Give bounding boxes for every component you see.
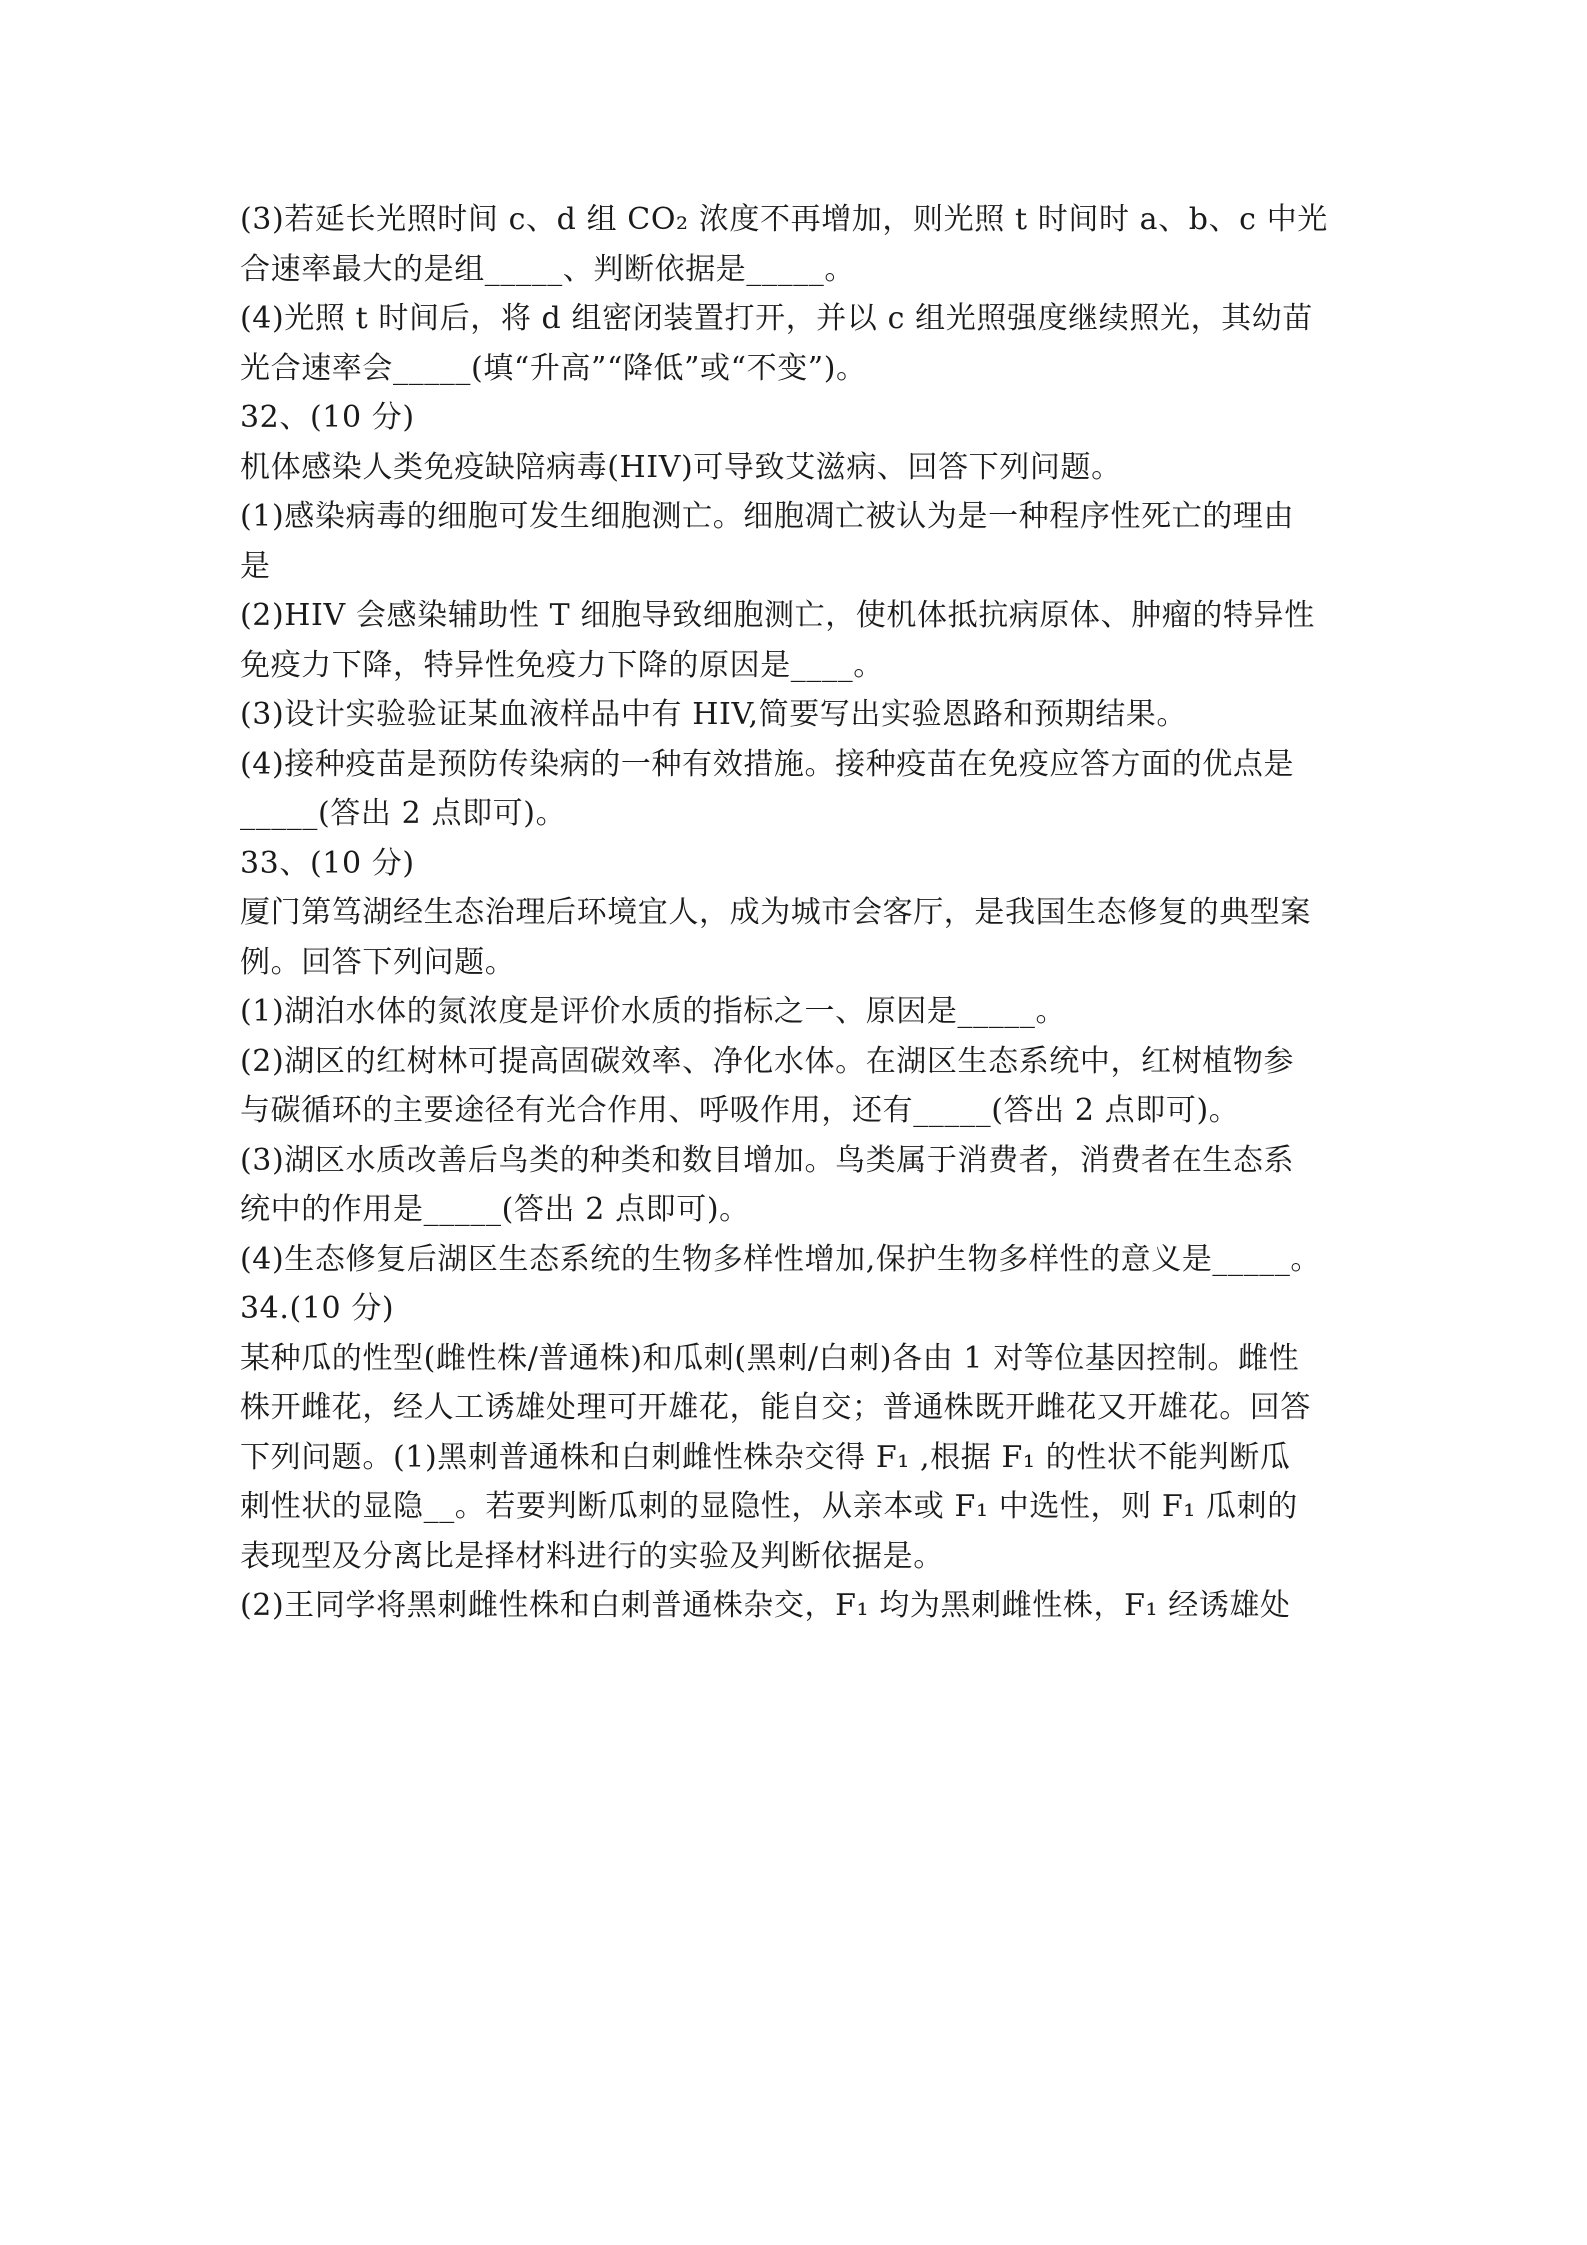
text-line: 某种瓜的性型(雌性株/普通株)和瓜刺(黑刺/白刺)各由 1 对等位基因控制。雌性 — [240, 1340, 1300, 1376]
text-line: (2)湖区的红树林可提高固碳效率、净化水体。在湖区生态系统中，红树植物参 — [240, 1043, 1295, 1079]
text-line: 株开雌花，经人工诱雄处理可开雄花，能自交；普通株既开雌花又开雄花。回答 — [240, 1390, 1311, 1425]
question-heading: 33、(10 分) — [240, 845, 415, 881]
text-line: 例。回答下列问题。 — [240, 944, 516, 980]
text-line: (2)HIV 会感染辅助性 T 细胞导致细胞测亡，使机体抵抗病原体、肿瘤的特异性 — [240, 598, 1315, 633]
text-line: 统中的作用是_____(答出 2 点即可)。 — [240, 1192, 750, 1227]
text-line: 是 — [240, 548, 271, 584]
text-line: (3)若延长光照时间 c、d 组 CO₂ 浓度不再增加，则光照 t 时间时 a、b、c 中光 — [240, 202, 1328, 237]
text-line: 刺性状的显隐__。若要判断瓜刺的显隐性，从亲本或 F₁ 中选性，则 F₁ 瓜刺的 — [240, 1489, 1298, 1524]
text-line: 合速率最大的是组_____、判断依据是_____。 — [240, 251, 855, 287]
text-line: 表现型及分离比是择材料进行的实验及判断依据是。 — [240, 1538, 944, 1574]
text-line: (3)湖区水质改善后鸟类的种类和数目增加。鸟类属于消费者，消费者在生态系 — [240, 1142, 1295, 1178]
text-line: (4)生态修复后湖区生态系统的生物多样性增加,保护生物多样性的意义是_____。 — [240, 1241, 1322, 1277]
text-line: (3)设计实验验证某血液样品中有 HIV,简要写出实验恩路和预期结果。 — [240, 697, 1187, 732]
text-line: _____(答出 2 点即可)。 — [240, 796, 567, 831]
text-line: 与碳循环的主要途径有光合作用、呼吸作用，还有_____(答出 2 点即可)。 — [240, 1093, 1240, 1128]
text-line: 机体感染人类免疫缺陪病毒(HIV)可导致艾滋病、回答下列问题。 — [240, 449, 1122, 485]
text-line: (4)接种疫苗是预防传染病的一种有效措施。接种疫苗在免疫应答方面的优点是 — [240, 746, 1295, 782]
text-line: (2)王同学将黑刺雌性株和白刺普通株杂交，F₁ 均为黑刺雌性株，F₁ 经诱雄处 — [240, 1588, 1291, 1623]
document-page — [240, 195, 1360, 1631]
text-line: 下列问题。(1)黑刺普通株和白刺雌性株杂交得 F₁ ,根据 F₁ 的性状不能判断瓜 — [240, 1439, 1291, 1475]
text-line: (4)光照 t 时间后，将 d 组密闭装置打开，并以 c 组光照强度继续照光，其幼苗 — [240, 301, 1313, 336]
text-line: 免疫力下降，特异性免疫力下降的原因是____。 — [240, 647, 884, 683]
text-line: 厦门第笃湖经生态治理后环境宜人，成为城市会客厅，是我国生态修复的典型案 — [240, 895, 1311, 930]
text-line: (1)感染病毒的细胞可发生细胞测亡。细胞凋亡被认为是一种程序性死亡的理由 — [240, 499, 1295, 534]
text-line: (1)湖泊水体的氮浓度是评价水质的指标之一、原因是_____。 — [240, 994, 1067, 1029]
question-heading: 32、(10 分) — [240, 400, 415, 435]
text-line: 光合速率会_____(填“升高”“降低”或“不变”)。 — [240, 350, 867, 386]
question-heading: 34.(10 分) — [240, 1291, 395, 1326]
